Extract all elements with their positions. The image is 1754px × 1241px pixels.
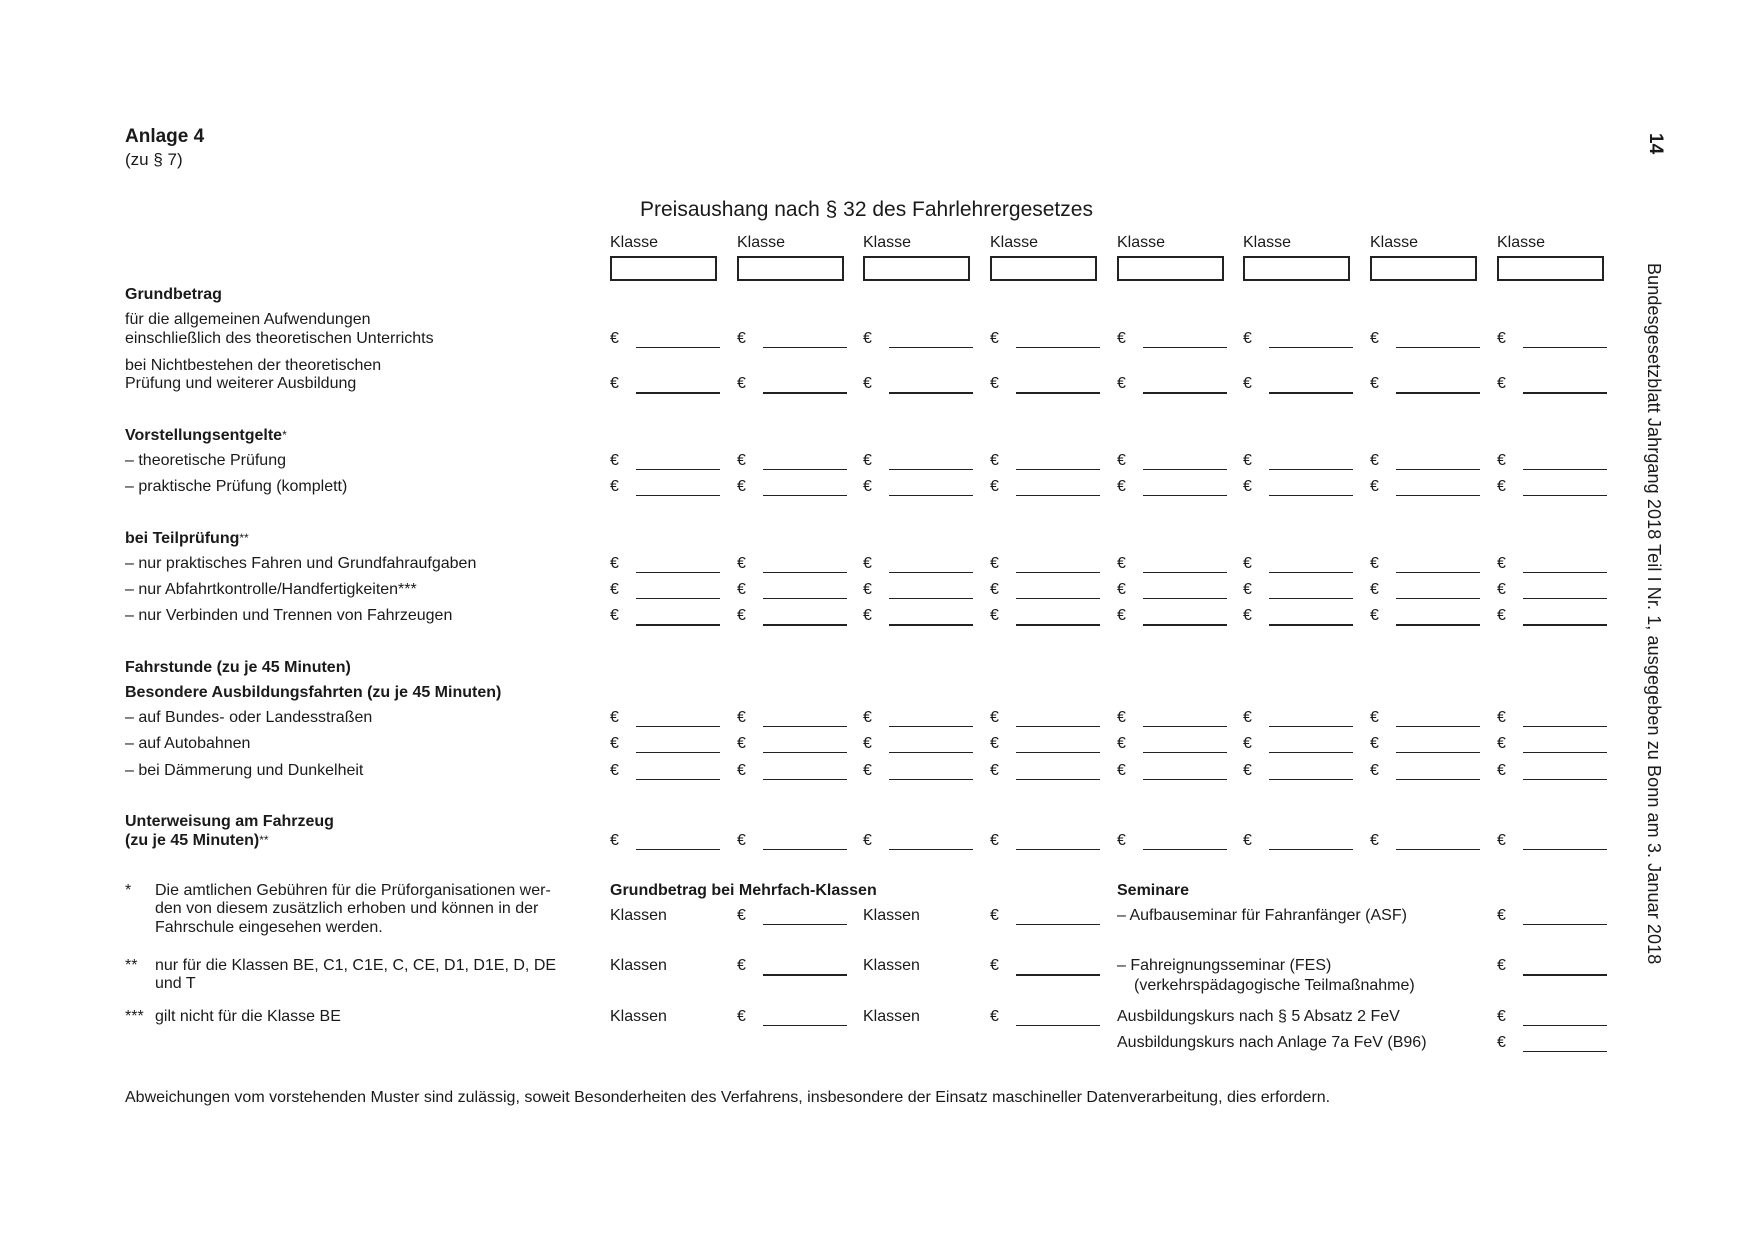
grundbetrag-row1-euro-sign: €: [1243, 330, 1252, 347]
teilpruefung-row1-euro-sign: €: [1117, 555, 1126, 572]
vorstellung-row2-price-field-1[interactable]: [636, 495, 720, 496]
grundbetrag-row2-euro-sign: €: [610, 375, 619, 392]
vorstellung-row1-price-field-7[interactable]: [1396, 469, 1480, 470]
teilpruefung-row3-label: – nur Verbinden und Trennen von Fahrzeugen: [125, 607, 453, 624]
teilpruefung-row2-label: – nur Abfahrtkontrolle/Handfertigkeiten***: [125, 581, 417, 598]
fahrstunde-row3-euro-sign: €: [1497, 762, 1506, 779]
fahrstunde-row3-price-field-6[interactable]: [1269, 779, 1353, 780]
fahrstunde-row2-euro-sign: €: [610, 735, 619, 752]
vorstellung-row2-price-field-4[interactable]: [1016, 495, 1100, 496]
fahrstunde-row2-euro-sign: €: [1370, 735, 1379, 752]
grundbetrag-row2-price-field-2[interactable]: [763, 392, 847, 394]
vorstellung-row1-euro-sign: €: [1370, 452, 1379, 469]
grundbetrag-row2-euro-sign: €: [863, 375, 872, 392]
fahrstunde-row3-price-field-2[interactable]: [763, 779, 847, 780]
grundbetrag-row2-euro-sign: €: [1243, 375, 1252, 392]
form-title: Preisaushang nach § 32 des Fahrlehrergesetzes: [640, 198, 1093, 221]
unterweisung-row-euro-sign: €: [1243, 832, 1252, 849]
vorstellung-row1-price-field-1[interactable]: [636, 469, 720, 470]
teilpruefung-row2-price-field-8[interactable]: [1523, 598, 1607, 599]
teilpruefung-row3-price-field-5[interactable]: [1143, 624, 1227, 626]
mehrfach-klassen-label: Klassen: [610, 907, 667, 924]
teilpruefung-row1-price-field-4[interactable]: [1016, 572, 1100, 573]
vorstellung-row2-price-field-5[interactable]: [1143, 495, 1227, 496]
grundbetrag-row1-price-field-2[interactable]: [763, 347, 847, 348]
grundbetrag-row1-price-field-4[interactable]: [1016, 347, 1100, 348]
klasse-label-1: Klasse: [610, 234, 659, 251]
fahrstunde-row2-price-field-2[interactable]: [763, 752, 847, 753]
klasse-input-4[interactable]: [990, 256, 1097, 281]
seminar-fes-euro-sign: €: [1497, 957, 1506, 974]
grundbetrag-row1-price-field-6[interactable]: [1269, 347, 1353, 348]
grundbetrag-row2-price-field-1[interactable]: [636, 392, 720, 394]
mehrfach-klassen-label: Klassen: [610, 957, 667, 974]
footnote-1-text-cont2: Fahrschule eingesehen werden.: [155, 919, 383, 936]
grundbetrag-row1-euro-sign: €: [737, 330, 746, 347]
fahrstunde-row2-euro-sign: €: [737, 735, 746, 752]
teilpruefung-row3-price-field-7[interactable]: [1396, 624, 1480, 626]
grundbetrag-row2-label-cont: Prüfung und weiterer Ausbildung: [125, 375, 357, 392]
klasse-label-5: Klasse: [1117, 234, 1166, 251]
seminar-asf-euro-sign: €: [1497, 907, 1506, 924]
grundbetrag-row1-euro-sign: €: [1370, 330, 1379, 347]
unterweisung-row-euro-sign: €: [1497, 832, 1506, 849]
footnote-1-text: Die amtlichen Gebühren für die Prüforganisationen wer-: [155, 882, 551, 899]
fahrstunde-heading: Fahrstunde (zu je 45 Minuten): [125, 659, 351, 676]
kurs-b96-label: Ausbildungskurs nach Anlage 7a FeV (B96): [1117, 1034, 1427, 1051]
grundbetrag-row2-euro-sign: €: [737, 375, 746, 392]
unterweisung-row-price-field-6[interactable]: [1269, 849, 1353, 850]
fahrstunde-row3-price-field-4[interactable]: [1016, 779, 1100, 780]
fahrstunde-row1-euro-sign: €: [1370, 709, 1379, 726]
klasse-label-8: Klasse: [1497, 234, 1546, 251]
seminar-asf-label: – Aufbauseminar für Fahranfänger (ASF): [1117, 907, 1407, 924]
grundbetrag-row2-euro-sign: €: [990, 375, 999, 392]
klasse-input-5[interactable]: [1117, 256, 1224, 281]
footer-note: Abweichungen vom vorstehenden Muster sind zulässig, soweit Besonderheiten des Verfahrens, insbesondere der Einsatz maschineller Datenverarbeitung, dies erfordern.: [125, 1089, 1331, 1106]
unterweisung-row-price-field-4[interactable]: [1016, 849, 1100, 850]
vorstellung-row2-price-field-8[interactable]: [1523, 495, 1607, 496]
anlage-title: Anlage 4: [125, 126, 205, 147]
vorstellung-row2-euro-sign: €: [990, 478, 999, 495]
grundbetrag-row2-price-field-3[interactable]: [889, 392, 973, 394]
vorstellung-row2-label: – praktische Prüfung (komplett): [125, 478, 348, 495]
vorstellung-row1-price-field-2[interactable]: [763, 469, 847, 470]
teilpruefung-row1-euro-sign: €: [1370, 555, 1379, 572]
mehrfach-heading: Grundbetrag bei Mehrfach-Klassen: [610, 882, 877, 899]
fahrstunde-row3-euro-sign: €: [990, 762, 999, 779]
teilpruefung-row3-euro-sign: €: [863, 607, 872, 624]
mehrfach-euro-sign: €: [737, 957, 746, 974]
teilpruefung-row2-price-field-4[interactable]: [1016, 598, 1100, 599]
klasse-label-4: Klasse: [990, 234, 1039, 251]
unterweisung-row-euro-sign: €: [610, 832, 619, 849]
klasse-label-6: Klasse: [1243, 234, 1292, 251]
side-citation: Bundesgesetzblatt Jahrgang 2018 Teil I Nr. 1, ausgegeben zu Bonn am 3. Januar 2018: [1644, 263, 1664, 965]
klasse-input-2[interactable]: [737, 256, 844, 281]
teilpruefung-row3-euro-sign: €: [1243, 607, 1252, 624]
unterweisung-heading: Unterweisung am Fahrzeug: [125, 813, 334, 830]
unterweisung-row-euro-sign: €: [1370, 832, 1379, 849]
fahrstunde-row1-euro-sign: €: [1243, 709, 1252, 726]
teilpruefung-heading-text: bei Teilprüfung: [125, 530, 240, 547]
grundbetrag-row1-price-field-7[interactable]: [1396, 347, 1480, 348]
vorstellung-row1-price-field-4[interactable]: [1016, 469, 1100, 470]
fahrstunde-row2-price-field-7[interactable]: [1396, 752, 1480, 753]
vorstellung-row1-price-field-6[interactable]: [1269, 469, 1353, 470]
klasse-label-3: Klasse: [863, 234, 912, 251]
grundbetrag-row1-price-field-3[interactable]: [889, 347, 973, 348]
footnote-3-marker: ***: [125, 1008, 144, 1025]
unterweisung-row-euro-sign: €: [990, 832, 999, 849]
fahrstunde-row1-price-field-8[interactable]: [1523, 726, 1607, 727]
fahrstunde-row2-price-field-4[interactable]: [1016, 752, 1100, 753]
fahrstunde-row1-euro-sign: €: [863, 709, 872, 726]
teilpruefung-row2-price-field-6[interactable]: [1269, 598, 1353, 599]
vorstellung-row1-price-field-8[interactable]: [1523, 469, 1607, 470]
vorstellung-row1-price-field-3[interactable]: [889, 469, 973, 470]
fahrstunde-row1-price-field-7[interactable]: [1396, 726, 1480, 727]
fahrstunde-row1-price-field-4[interactable]: [1016, 726, 1100, 727]
fahrstunde-row2-price-field-5[interactable]: [1143, 752, 1227, 753]
kurs-fev5-price-field[interactable]: [1523, 1025, 1607, 1026]
fahrstunde-row3-euro-sign: €: [863, 762, 872, 779]
mehrfach-euro-sign: €: [737, 1008, 746, 1025]
fahrstunde-row2-price-field-6[interactable]: [1269, 752, 1353, 753]
kurs-fev5-euro-sign: €: [1497, 1008, 1506, 1025]
mehrfach-klassen-label: Klassen: [863, 1008, 920, 1025]
teilpruefung-row3-price-field-1[interactable]: [636, 624, 720, 626]
unterweisung-row-price-field-7[interactable]: [1396, 849, 1480, 850]
vorstellung-row2-euro-sign: €: [1243, 478, 1252, 495]
fahrstunde-row2-euro-sign: €: [863, 735, 872, 752]
vorstellung-row2-euro-sign: €: [1497, 478, 1506, 495]
teilpruefung-heading: [125, 529, 249, 548]
fahrstunde-row1-euro-sign: €: [990, 709, 999, 726]
seminare-heading: Seminare: [1117, 882, 1190, 899]
klasse-label-7: Klasse: [1370, 234, 1419, 251]
klasse-input-8[interactable]: [1497, 256, 1604, 281]
vorstellung-row1-label: – theoretische Prüfung: [125, 452, 286, 469]
grundbetrag-row2-euro-sign: €: [1117, 375, 1126, 392]
vorstellung-row1-euro-sign: €: [737, 452, 746, 469]
grundbetrag-row2-label: bei Nichtbestehen der theoretischen: [125, 357, 382, 374]
fahrstunde-row2-euro-sign: €: [1497, 735, 1506, 752]
fahrstunde-row3-euro-sign: €: [737, 762, 746, 779]
teilpruefung-row1-euro-sign: €: [1243, 555, 1252, 572]
fahrstunde-row1-euro-sign: €: [1117, 709, 1126, 726]
teilpruefung-row2-euro-sign: €: [610, 581, 619, 598]
teilpruefung-row2-price-field-3[interactable]: [889, 598, 973, 599]
teilpruefung-row3-price-field-4[interactable]: [1016, 624, 1100, 626]
seminar-fes-price-field[interactable]: [1523, 974, 1607, 976]
fahrstunde-row2-price-field-3[interactable]: [889, 752, 973, 753]
klasse-input-3[interactable]: [863, 256, 970, 281]
klasse-label-2: Klasse: [737, 234, 786, 251]
vorstellung-heading: [125, 426, 287, 445]
grundbetrag-row1-euro-sign: €: [990, 330, 999, 347]
fahrstunde-row2-euro-sign: €: [1117, 735, 1126, 752]
grundbetrag-row1-euro-sign: €: [1497, 330, 1506, 347]
vorstellung-row1-euro-sign: €: [610, 452, 619, 469]
footnote-2-text-cont: und T: [155, 975, 196, 992]
footnote-marker: **: [239, 531, 249, 545]
fahrstunde-row1-price-field-6[interactable]: [1269, 726, 1353, 727]
mehrfach-klassen-label: Klassen: [863, 907, 920, 924]
footnote-3-text: gilt nicht für die Klasse BE: [155, 1008, 341, 1025]
fahrstunde-row3-euro-sign: €: [1243, 762, 1252, 779]
teilpruefung-row1-price-field-5[interactable]: [1143, 572, 1227, 573]
unterweisung-row-price-field-5[interactable]: [1143, 849, 1227, 850]
teilpruefung-row3-price-field-8[interactable]: [1523, 624, 1607, 626]
fahrstunde-row3-price-field-7[interactable]: [1396, 779, 1480, 780]
footnote-marker: *: [282, 428, 287, 442]
teilpruefung-row3-price-field-3[interactable]: [889, 624, 973, 626]
grundbetrag-row2-euro-sign: €: [1370, 375, 1379, 392]
fahrstunde-row3-price-field-3[interactable]: [889, 779, 973, 780]
vorstellung-row1-euro-sign: €: [990, 452, 999, 469]
fahrstunde-row3-euro-sign: €: [1370, 762, 1379, 779]
klasse-input-7[interactable]: [1370, 256, 1477, 281]
mehrfach-euro-sign: €: [990, 1008, 999, 1025]
grundbetrag-row2-price-field-4[interactable]: [1016, 392, 1100, 394]
teilpruefung-row3-euro-sign: €: [1117, 607, 1126, 624]
teilpruefung-row1-label: – nur praktisches Fahren und Grundfahraufgaben: [125, 555, 477, 572]
vorstellung-row1-euro-sign: €: [863, 452, 872, 469]
kurs-fev5-label: Ausbildungskurs nach § 5 Absatz 2 FeV: [1117, 1008, 1400, 1025]
teilpruefung-row1-price-field-2[interactable]: [763, 572, 847, 573]
fahrstunde-row2-euro-sign: €: [1243, 735, 1252, 752]
unterweisung-row-euro-sign: €: [1117, 832, 1126, 849]
footnote-marker: **: [259, 833, 269, 847]
anlage-reference: (zu § 7): [125, 150, 183, 169]
fahrstunde-row1-euro-sign: €: [1497, 709, 1506, 726]
teilpruefung-row2-price-field-5[interactable]: [1143, 598, 1227, 599]
unterweisung-row-euro-sign: €: [863, 832, 872, 849]
teilpruefung-row2-price-field-2[interactable]: [763, 598, 847, 599]
mehrfach-klassen-label: Klassen: [863, 957, 920, 974]
teilpruefung-row3-euro-sign: €: [1370, 607, 1379, 624]
mehrfach-euro-sign: €: [990, 957, 999, 974]
fahrstunde-row3-price-field-8[interactable]: [1523, 779, 1607, 780]
teilpruefung-row1-price-field-3[interactable]: [889, 572, 973, 573]
teilpruefung-row1-price-field-6[interactable]: [1269, 572, 1353, 573]
klasse-input-6[interactable]: [1243, 256, 1350, 281]
teilpruefung-row1-price-field-8[interactable]: [1523, 572, 1607, 573]
seminar-fes-label-cont: (verkehrspädagogische Teilmaßnahme): [1134, 977, 1415, 994]
grundbetrag-row1-price-field-1[interactable]: [636, 347, 720, 348]
unterweisung-heading-cont-text: (zu je 45 Minuten): [125, 832, 260, 849]
kurs-b96-euro-sign: €: [1497, 1034, 1506, 1051]
vorstellung-heading-text: Vorstellungsentgelte: [125, 427, 283, 444]
vorstellung-row2-euro-sign: €: [863, 478, 872, 495]
vorstellung-row1-euro-sign: €: [1117, 452, 1126, 469]
vorstellung-row2-price-field-7[interactable]: [1396, 495, 1480, 496]
unterweisung-row-price-field-8[interactable]: [1523, 849, 1607, 850]
teilpruefung-row3-price-field-2[interactable]: [763, 624, 847, 626]
teilpruefung-row1-euro-sign: €: [610, 555, 619, 572]
fahrstunde-row1-price-field-5[interactable]: [1143, 726, 1227, 727]
kurs-b96-price-field[interactable]: [1523, 1051, 1607, 1052]
fahrstunde-row1-label: – auf Bundes- oder Landesstraßen: [125, 709, 373, 726]
fahrstunde-row1-euro-sign: €: [610, 709, 619, 726]
seminar-fes-label: – Fahreignungsseminar (FES): [1117, 957, 1332, 974]
unterweisung-row-price-field-3[interactable]: [889, 849, 973, 850]
fahrstunde-row2-price-field-8[interactable]: [1523, 752, 1607, 753]
teilpruefung-row2-euro-sign: €: [1370, 581, 1379, 598]
vorstellung-row1-euro-sign: €: [1497, 452, 1506, 469]
grundbetrag-row2-price-field-7[interactable]: [1396, 392, 1480, 394]
teilpruefung-row2-price-field-7[interactable]: [1396, 598, 1480, 599]
vorstellung-row2-price-field-3[interactable]: [889, 495, 973, 496]
grundbetrag-row1-label-cont: einschließlich des theoretischen Unterrichts: [125, 330, 434, 347]
mehrfach-price-field-1-1[interactable]: [763, 924, 847, 925]
teilpruefung-row3-euro-sign: €: [610, 607, 619, 624]
grundbetrag-row2-price-field-8[interactable]: [1523, 392, 1607, 394]
fahrstunde-row2-euro-sign: €: [990, 735, 999, 752]
fahrstunde-row2-price-field-1[interactable]: [636, 752, 720, 753]
seminar-asf-price-field[interactable]: [1523, 924, 1607, 925]
grundbetrag-heading: Grundbetrag: [125, 286, 222, 303]
teilpruefung-row2-euro-sign: €: [990, 581, 999, 598]
teilpruefung-row2-euro-sign: €: [1117, 581, 1126, 598]
grundbetrag-row1-price-field-5[interactable]: [1143, 347, 1227, 348]
teilpruefung-row3-euro-sign: €: [737, 607, 746, 624]
vorstellung-row1-price-field-5[interactable]: [1143, 469, 1227, 470]
klasse-input-1[interactable]: [610, 256, 717, 281]
mehrfach-euro-sign: €: [990, 907, 999, 924]
mehrfach-price-field-2-2[interactable]: [1016, 974, 1100, 976]
vorstellung-row2-price-field-6[interactable]: [1269, 495, 1353, 496]
ausbildungsfahrten-heading: Besondere Ausbildungsfahrten (zu je 45 Minuten): [125, 684, 502, 701]
grundbetrag-row1-label: für die allgemeinen Aufwendungen: [125, 311, 371, 328]
teilpruefung-row2-euro-sign: €: [1243, 581, 1252, 598]
vorstellung-row2-price-field-2[interactable]: [763, 495, 847, 496]
teilpruefung-row3-euro-sign: €: [990, 607, 999, 624]
teilpruefung-row2-euro-sign: €: [863, 581, 872, 598]
teilpruefung-row1-euro-sign: €: [990, 555, 999, 572]
mehrfach-price-field-2-1[interactable]: [763, 974, 847, 976]
teilpruefung-row1-euro-sign: €: [863, 555, 872, 572]
teilpruefung-row2-euro-sign: €: [1497, 581, 1506, 598]
vorstellung-row1-euro-sign: €: [1243, 452, 1252, 469]
fahrstunde-row3-euro-sign: €: [610, 762, 619, 779]
unterweisung-row-euro-sign: €: [737, 832, 746, 849]
fahrstunde-row1-price-field-2[interactable]: [763, 726, 847, 727]
teilpruefung-row1-euro-sign: €: [737, 555, 746, 572]
vorstellung-row2-euro-sign: €: [737, 478, 746, 495]
teilpruefung-row2-euro-sign: €: [737, 581, 746, 598]
footnote-2-text: nur für die Klassen BE, C1, C1E, C, CE, D1, D1E, D, DE: [155, 957, 557, 974]
fahrstunde-row3-label: – bei Dämmerung und Dunkelheit: [125, 762, 364, 779]
fahrstunde-row3-euro-sign: €: [1117, 762, 1126, 779]
fahrstunde-row2-label: – auf Autobahnen: [125, 735, 251, 752]
vorstellung-row2-euro-sign: €: [1117, 478, 1126, 495]
mehrfach-klassen-label: Klassen: [610, 1008, 667, 1025]
mehrfach-price-field-3-1[interactable]: [763, 1025, 847, 1026]
grundbetrag-row1-euro-sign: €: [863, 330, 872, 347]
mehrfach-euro-sign: €: [737, 907, 746, 924]
teilpruefung-row1-price-field-7[interactable]: [1396, 572, 1480, 573]
mehrfach-price-field-3-2[interactable]: [1016, 1025, 1100, 1026]
mehrfach-price-field-1-2[interactable]: [1016, 924, 1100, 925]
grundbetrag-row2-euro-sign: €: [1497, 375, 1506, 392]
fahrstunde-row1-euro-sign: €: [737, 709, 746, 726]
grundbetrag-row2-price-field-5[interactable]: [1143, 392, 1227, 394]
fahrstunde-row3-price-field-1[interactable]: [636, 779, 720, 780]
fahrstunde-row1-price-field-1[interactable]: [636, 726, 720, 727]
footnote-1-text-cont: den von diesem zusätzlich erhoben und können in der: [155, 900, 539, 917]
teilpruefung-row3-euro-sign: €: [1497, 607, 1506, 624]
unterweisung-row-price-field-2[interactable]: [763, 849, 847, 850]
teilpruefung-row3-price-field-6[interactable]: [1269, 624, 1353, 626]
fahrstunde-row3-price-field-5[interactable]: [1143, 779, 1227, 780]
page-number: 14: [1645, 133, 1666, 155]
footnote-2-marker: **: [125, 957, 138, 974]
footnote-1-marker: *: [125, 882, 132, 899]
unterweisung-row-price-field-1[interactable]: [636, 849, 720, 850]
fahrstunde-row1-price-field-3[interactable]: [889, 726, 973, 727]
grundbetrag-row1-price-field-8[interactable]: [1523, 347, 1607, 348]
grundbetrag-row1-euro-sign: €: [1117, 330, 1126, 347]
grundbetrag-row2-price-field-6[interactable]: [1269, 392, 1353, 394]
teilpruefung-row2-price-field-1[interactable]: [636, 598, 720, 599]
vorstellung-row2-euro-sign: €: [1370, 478, 1379, 495]
vorstellung-row2-euro-sign: €: [610, 478, 619, 495]
unterweisung-heading-cont: [125, 831, 269, 850]
teilpruefung-row1-price-field-1[interactable]: [636, 572, 720, 573]
teilpruefung-row1-euro-sign: €: [1497, 555, 1506, 572]
grundbetrag-row1-euro-sign: €: [610, 330, 619, 347]
